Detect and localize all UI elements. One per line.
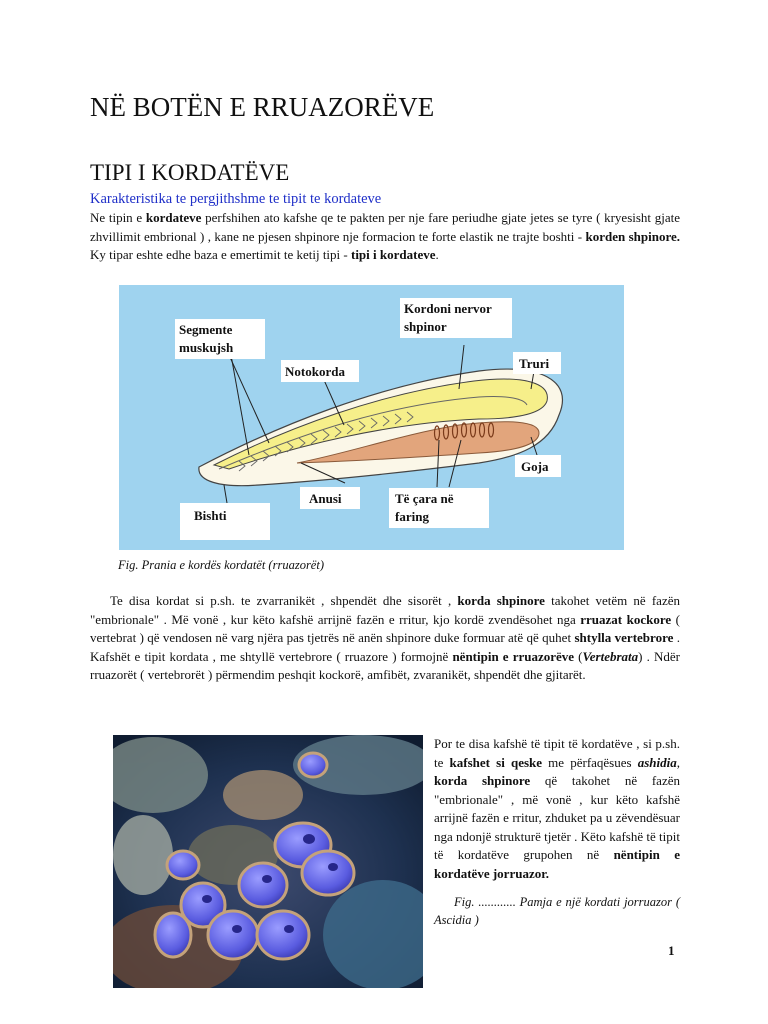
paragraph2-run: ( vertebrat ) që vendosen në varg njëra pas tjetrës në anën shpinore duke formuar atë që quhet <box>90 611 680 645</box>
paragraph3-run: ashidia <box>637 754 677 770</box>
page-title: NË BOTËN E RRUAZORËVE <box>90 92 435 122</box>
label-nerve-cord-1: Kordoni nervor <box>404 301 492 316</box>
paragraph3-run: Por te disa kafshë të tipit të kordatëve , si p.sh. te <box>434 736 680 770</box>
paragraph2-run: nëntipin e rruazorëve <box>452 648 575 664</box>
paragraph1-run: tipi i kordateve <box>350 247 436 262</box>
paragraph1-run: kordateve <box>145 210 202 225</box>
label-anus: Anusi <box>309 491 342 506</box>
paragraph2-run: shtylla vertebrore <box>574 630 674 645</box>
paragraph2-run: Ndër rruazorët ( vertebrorët ) përmendim peshqit kockorë, amfibët, zvaranikët, shpendët dhe gjitarët. <box>90 648 680 682</box>
paragraph1-run: korden shpinore. <box>585 228 681 244</box>
label-nerve-cord-2: shpinor <box>404 319 447 334</box>
paragraph2-run: ( <box>574 648 583 664</box>
intro-paragraph <box>90 209 680 265</box>
paragraph2-run: Vertebrata <box>582 648 639 664</box>
paragraph2-run: takohet vetëm në fazën "embrionale" . Më vonë , kur këto kafshë arrijnë fazën e rritur, kjo kordë zvendësohet nga <box>90 593 680 627</box>
label-gill-slits-2: faring <box>395 509 429 524</box>
label-tail: Bishti <box>194 508 227 523</box>
label-gill-slits-1: Të çara në <box>395 491 454 506</box>
paragraph1-run: . <box>435 247 439 262</box>
figure-caption-ascidian: Fig. ............ Pamja e një kordati jorruazor ( Ascidia ) <box>434 895 680 927</box>
paragraph3-run: që takohet në fazën "embrionale" , më vonë , kur këto kafshë arrijnë fazën e rritur, zhduket pa u zëvendësuar nga ndonjë strukturë tjetër . Këto kafshë të tipit të kordatëve grupohen në <box>434 773 680 862</box>
paragraph2-run: Te disa kordat si p.sh. te zvarranikët , shpendët dhe sisorët , <box>110 593 458 608</box>
figure-caption-chordate: Fig. Prania e kordës kordatët (rruazorët) <box>118 558 324 572</box>
paragraph1-run: Ne tipin e <box>90 210 146 225</box>
paragraph3-run: korda shpinore <box>434 773 531 788</box>
vertebrate-paragraph <box>90 592 680 685</box>
paragraph2-run: ) . <box>638 648 654 664</box>
paragraph3-run: kafshet si qeske <box>449 754 543 770</box>
paragraph3-run: nëntipin e kordatëve jorruazor. <box>434 847 680 881</box>
chordate-diagram <box>119 285 624 550</box>
paragraph2-run: rruazat kockore <box>580 611 672 627</box>
subheading: Karakteristika te pergjithshme te tipit te kordateve <box>90 191 382 207</box>
label-mouth: Goja <box>521 459 549 474</box>
label-brain: Truri <box>519 356 550 371</box>
paragraph2-run: korda shpinore <box>457 593 545 608</box>
paragraph3-run: me përfaqësues <box>542 754 638 770</box>
label-segments-2: muskujsh <box>179 340 234 355</box>
section-title: TIPI I KORDATËVE <box>90 160 290 185</box>
paragraph3-run: , <box>676 754 680 770</box>
paragraph1-run: perfshihen ato kafshe qe te pakten per nje fare periudhe gjate jetes se tyre ( kryesisht gjate zhvillimit embrional ) , kane ne pjesen shpinore nje formacion te forte elastik ne trajte boshti - <box>90 210 680 244</box>
page-number: 1 <box>668 943 675 958</box>
tunicate-paragraph <box>434 735 680 883</box>
label-notochord: Notokorda <box>285 364 345 379</box>
paragraph2-run: . Kafshët e tipit kordata , me shtyllë vertebrore ( rruazore ) formojnë <box>90 630 681 664</box>
ascidian-photo <box>113 735 423 988</box>
label-segments-1: Segmente <box>179 322 233 337</box>
paragraph1-run: Ky tipar eshte edhe baza e emertimit te ketij tipi - <box>90 247 351 262</box>
